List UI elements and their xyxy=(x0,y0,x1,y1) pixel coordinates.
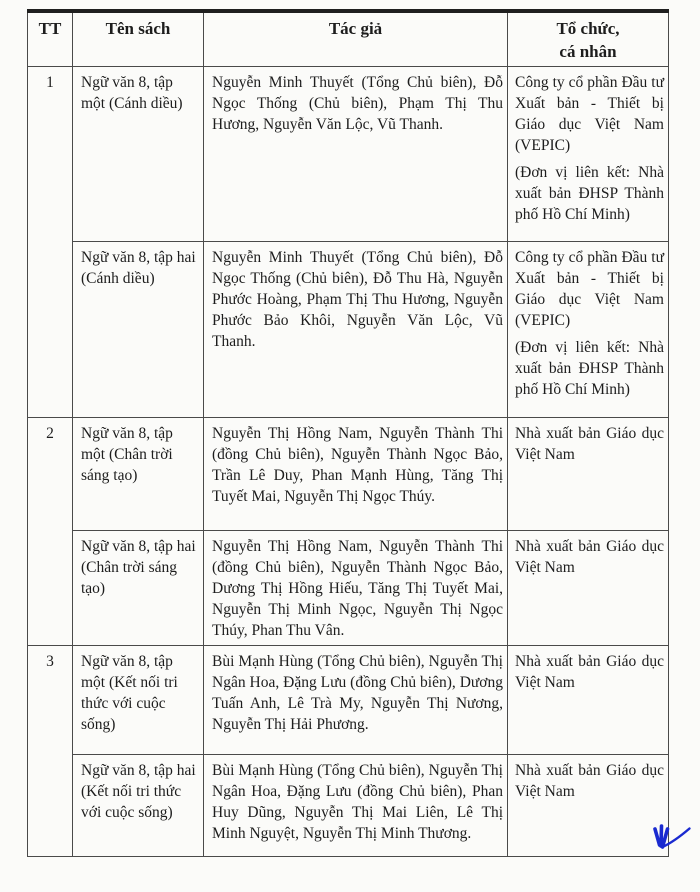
cell-publisher xyxy=(508,646,669,755)
header-organization-line1: Tổ chức, xyxy=(556,19,620,38)
table-row xyxy=(28,531,669,646)
cell-index: 2 xyxy=(28,418,73,646)
publisher-affiliate: (Đơn vị liên kết: Nhà xuất bản ĐHSP Thành phố Hồ Chí Minh) xyxy=(515,164,664,223)
cell-book-title: Ngữ văn 8, tập hai (Cánh diều) xyxy=(73,242,204,418)
table-row xyxy=(28,242,669,418)
cell-index: 1 xyxy=(28,67,73,418)
cell-publisher xyxy=(508,531,669,646)
publisher-name: Công ty cổ phần Đầu tư Xuất bản - Thiết bị Giáo dục Việt Nam (VEPIC) xyxy=(515,74,664,154)
table-row xyxy=(28,67,669,242)
table-row xyxy=(28,646,669,755)
cell-book-title: Ngữ văn 8, tập hai (Chân trời sáng tạo) xyxy=(73,531,204,646)
publisher-name: Nhà xuất bản Giáo dục Việt Nam xyxy=(515,762,664,800)
cell-publisher xyxy=(508,242,669,418)
cell-book-title: Ngữ văn 8, tập một (Cánh diều) xyxy=(73,67,204,242)
header-book-title-label: Tên sách xyxy=(105,19,171,38)
cell-book-title: Ngữ văn 8, tập một (Kết nối tri thức với cuộc sống) xyxy=(73,646,204,755)
publisher-name: Nhà xuất bản Giáo dục Việt Nam xyxy=(515,425,664,463)
publisher-name: Nhà xuất bản Giáo dục Việt Nam xyxy=(515,653,664,691)
handwritten-checkmark-icon xyxy=(645,813,697,865)
cell-authors: Bùi Mạnh Hùng (Tổng Chủ biên), Nguyễn Thị Ngân Hoa, Đặng Lưu (đồng Chủ biên), Dương Tuấn Anh, Lê Trà My, Nguyễn Thị Nương, Nguyễn Thị Hải Phương. xyxy=(204,646,508,755)
table-row xyxy=(28,755,669,857)
publisher-affiliate: (Đơn vị liên kết: Nhà xuất bản ĐHSP Thành phố Hồ Chí Minh) xyxy=(515,339,664,398)
header-cell-authors xyxy=(204,11,508,67)
header-authors-label: Tác giả xyxy=(328,19,383,38)
publisher-name: Nhà xuất bản Giáo dục Việt Nam xyxy=(515,538,664,576)
cell-publisher xyxy=(508,418,669,531)
header-organization-line2: cá nhân xyxy=(559,42,617,61)
cell-authors: Nguyễn Thị Hồng Nam, Nguyễn Thành Thi (đồng Chủ biên), Nguyễn Thành Ngọc Bảo, Dương Thị Hồng Hiếu, Tăng Thị Tuyết Mai, Nguyễn Thị Minh Ngọc, Nguyễn Thị Ngọc Thúy, Phan Thu Vân. xyxy=(204,531,508,646)
header-row xyxy=(28,11,669,67)
cell-book-title: Ngữ văn 8, tập hai (Kết nối tri thức với cuộc sống) xyxy=(73,755,204,857)
cell-authors: Bùi Mạnh Hùng (Tổng Chủ biên), Nguyễn Thị Ngân Hoa, Đặng Lưu (đồng Chủ biên), Phan Huy Dũng, Nguyễn Thị Mai Liên, Lê Thị Minh Nguyệt, Nguyễn Thị Minh Thương. xyxy=(204,755,508,857)
header-cell-book-title xyxy=(73,11,204,67)
publisher-name: Công ty cổ phần Đầu tư Xuất bản - Thiết bị Giáo dục Việt Nam (VEPIC) xyxy=(515,249,664,329)
cell-authors: Nguyễn Minh Thuyết (Tổng Chủ biên), Đỗ Ngọc Thống (Chủ biên), Phạm Thị Thu Hương, Nguyễn Văn Lộc, Vũ Thanh. xyxy=(204,67,508,242)
cell-index: 3 xyxy=(28,646,73,857)
header-tt-label: TT xyxy=(38,19,62,38)
header-cell-organization xyxy=(508,11,669,67)
cell-book-title: Ngữ văn 8, tập một (Chân trời sáng tạo) xyxy=(73,418,204,531)
cell-authors: Nguyễn Minh Thuyết (Tổng Chủ biên), Đỗ Ngọc Thống (Chủ biên), Đỗ Thu Hà, Nguyễn Phước Hoàng, Phạm Thị Thu Hương, Nguyễn Phước Bảo Khôi, Nguyễn Văn Lộc, Vũ Thanh. xyxy=(204,242,508,418)
table-row xyxy=(28,418,669,531)
textbook-approval-table xyxy=(27,9,669,857)
cell-authors: Nguyễn Thị Hồng Nam, Nguyễn Thành Thi (đồng Chủ biên), Nguyễn Thành Ngọc Bảo, Trần Lê Duy, Phan Mạnh Hùng, Tăng Thị Tuyết Mai, Nguyễn Thị Ngọc Thúy. xyxy=(204,418,508,531)
cell-publisher xyxy=(508,67,669,242)
header-cell-tt xyxy=(28,11,73,67)
